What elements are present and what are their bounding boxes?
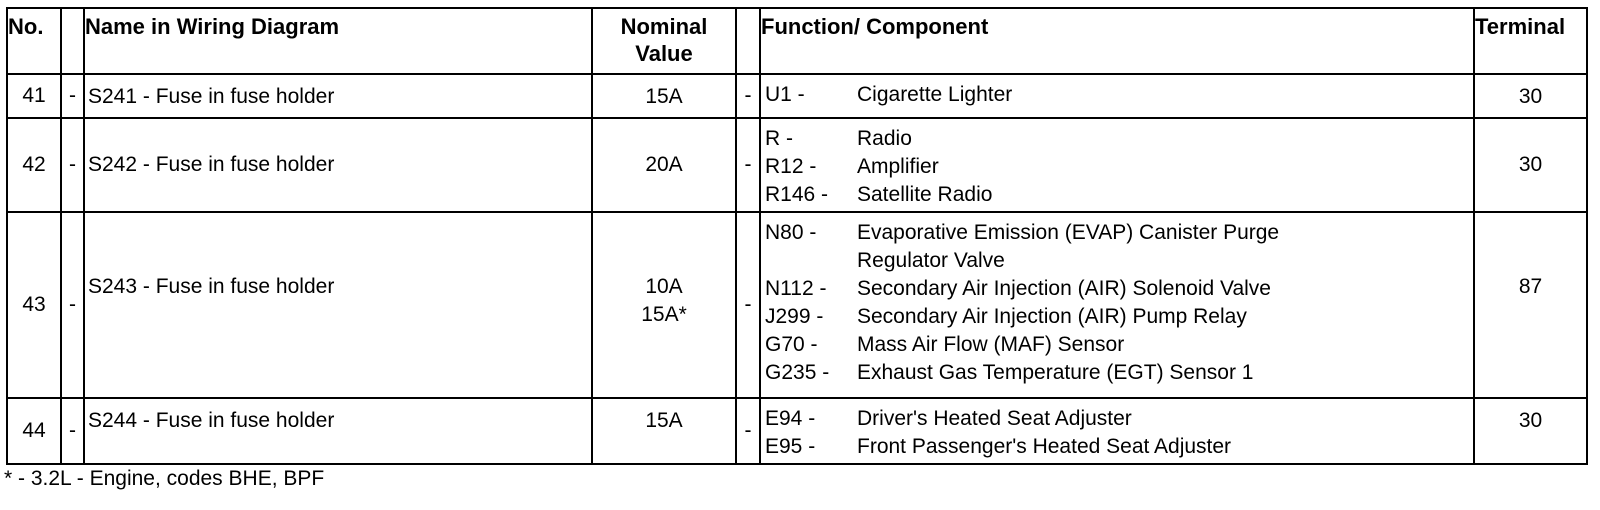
header-row (7, 8, 1587, 74)
component-code: E95 - (765, 435, 816, 458)
row-number: 41 (7, 74, 61, 118)
component-code: R - (765, 127, 793, 150)
component-description: Mass Air Flow (MAF) Sensor (857, 333, 1125, 356)
function-line (765, 359, 1473, 387)
row-dash-1: - (61, 74, 84, 118)
header-value-text: Nominal Value (620, 14, 708, 66)
header-value (592, 8, 736, 74)
component-code: G70 - (765, 333, 818, 356)
table-body (7, 74, 1587, 464)
function-line (765, 303, 1473, 331)
nominal-value-line: 20A (645, 153, 683, 176)
row-dash-2: - (736, 118, 760, 212)
function-line (765, 275, 1473, 303)
row-dash-2: - (736, 212, 760, 398)
function-component (760, 212, 1474, 398)
nominal-value (592, 212, 736, 398)
table-row (7, 398, 1587, 464)
header-terminal: Terminal (1474, 8, 1587, 74)
table-row (7, 74, 1587, 118)
component-code: U1 - (765, 83, 805, 106)
function-line (765, 331, 1473, 359)
nominal-value-line: 10A (645, 275, 683, 298)
row-dash-1: - (61, 118, 84, 212)
nominal-value-line: 15A (645, 85, 683, 108)
component-code (765, 247, 857, 275)
header-spacer-2 (736, 8, 760, 74)
fuse-table (6, 7, 1588, 465)
component-code: R12 - (765, 155, 817, 178)
row-dash-2: - (736, 398, 760, 464)
function-line (765, 153, 1473, 181)
function-line (765, 125, 1473, 153)
table-row (7, 118, 1587, 212)
function-line (765, 181, 1473, 209)
function-line (765, 433, 1473, 461)
function-component (760, 74, 1474, 118)
function-line (765, 247, 1473, 275)
header-function: Function/ Component (760, 8, 1474, 74)
row-number: 44 (7, 398, 61, 464)
row-dash-1: - (61, 212, 84, 398)
header-name: Name in Wiring Diagram (84, 8, 592, 74)
component-code: G235 - (765, 361, 830, 384)
component-description: Satellite Radio (857, 183, 993, 206)
function-component (760, 118, 1474, 212)
component-description: Radio (857, 127, 912, 150)
fuse-name: S242 - Fuse in fuse holder (84, 118, 592, 212)
component-description: Cigarette Lighter (857, 83, 1013, 106)
row-dash-2: - (736, 74, 760, 118)
component-description: Front Passenger's Heated Seat Adjuster (857, 435, 1232, 458)
fuse-name: S244 - Fuse in fuse holder (84, 398, 592, 464)
component-description: Evaporative Emission (EVAP) Canister Purge (857, 221, 1280, 244)
function-line (765, 219, 1473, 247)
terminal: 30 (1474, 74, 1587, 118)
row-dash-1: - (61, 398, 84, 464)
component-description: Amplifier (857, 155, 939, 178)
row-number: 43 (7, 212, 61, 398)
footnote: * - 3.2L - Engine, codes BHE, BPF (4, 467, 325, 490)
function-component (760, 398, 1474, 464)
nominal-value (592, 74, 736, 118)
terminal: 30 (1474, 118, 1587, 212)
fuse-name: S241 - Fuse in fuse holder (84, 74, 592, 118)
terminal: 87 (1474, 212, 1587, 398)
component-description: Regulator Valve (857, 249, 1005, 272)
nominal-value (592, 118, 736, 212)
component-code: E94 - (765, 407, 816, 430)
fuse-name: S243 - Fuse in fuse holder (84, 212, 592, 398)
component-description: Secondary Air Injection (AIR) Solenoid Valve (857, 277, 1271, 300)
row-number: 42 (7, 118, 61, 212)
function-line (765, 81, 1473, 109)
component-code: R146 - (765, 183, 829, 206)
component-code: N112 - (765, 277, 827, 300)
table-row (7, 212, 1587, 398)
component-description: Secondary Air Injection (AIR) Pump Relay (857, 305, 1247, 328)
header-no: No. (7, 8, 61, 74)
nominal-value-line: 15A (645, 409, 683, 432)
component-description: Driver's Heated Seat Adjuster (857, 407, 1132, 430)
component-description: Exhaust Gas Temperature (EGT) Sensor 1 (857, 361, 1254, 384)
component-code: N80 - (765, 221, 817, 244)
component-code: J299 - (765, 305, 824, 328)
nominal-value-line: 15A* (641, 303, 687, 326)
nominal-value (592, 398, 736, 464)
terminal: 30 (1474, 398, 1587, 464)
function-line (765, 405, 1473, 433)
header-spacer-1 (61, 8, 84, 74)
